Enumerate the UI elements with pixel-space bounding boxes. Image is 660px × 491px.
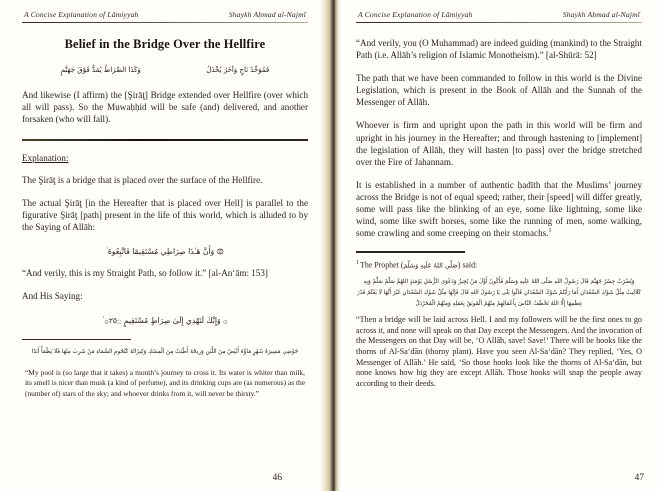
- salutation-arabic-glyph: صَلّى اللهُ عَلَيهِ وَسَلّمَ: [403, 261, 458, 270]
- right-page-content: [356, 10, 642, 485]
- explanation-paragraph-2: The actual Şirāţ [in the Hereafter that is placed over Hell] is parallel to the figurative Şirāţ [path] present in the life of this world, which is alluded to by the Saying of Allāh:: [22, 197, 308, 232]
- footnote-divider-rule-left: [22, 339, 131, 340]
- right-paragraph-2: Whoever is firm and upright upon the path in this world will be firm and upright in his journey in the Hereafter; and through hastening to [implement] the legislation of Allāh, they will hasten [to pass] over the bridge stretched over the Fire of Jahannam.: [356, 120, 642, 167]
- right-paragraph-3: [356, 179, 642, 239]
- running-head-rule: [22, 22, 308, 23]
- arabic-poetry-couplet: [28, 65, 302, 76]
- right-paragraph-3-text: It is established in a number of authentic ḥadīth that the Muslims’ journey across the Bridge is not of equal speed; rather, their [speed] will differ greatly, some will pass like the blinking of an eye, some like lightning, some like wind, some like swift horses, some like the running of men, some walking, some crawling and some creeping on their stomachs.: [356, 179, 642, 239]
- running-head-title: A Concise Explanation of Lāmiyyah: [358, 10, 473, 19]
- right-page: [330, 0, 660, 491]
- section-divider-rule: [22, 139, 308, 140]
- verse-translation-paragraph: And likewise (I affirm) the [Şirāţ] Bridge extended over Hellfire (over which all will pass). So the Muwaḥḥid will be safe (and) delivered, and another forsaken (who will fall).: [22, 89, 308, 125]
- running-head-author: Shaykh Aḥmad al-Najmī: [228, 10, 306, 19]
- left-page-content: [22, 10, 308, 485]
- quran-verse-2-arabic: ۞ وَإِنَّكَ لَتَهْدِي إِلَىٰ صِرَاطٍ مُسْتَقِيمٍ ۝٥٢۞ ۟: [102, 315, 228, 325]
- arabic-hemistich-second: فَمُوَحِّدٌ نَاجٍ وَآخَرُ يُخْذَلُ: [206, 66, 270, 74]
- footnote-arabic-hadith-left: حَوْضِي مَسِيرَةُ شَهْرٍ مَاؤُهُ أَبْيَضُ مِنَ اللَّبَنِ وَرِيحُهُ أَطْيَبُ مِنَ الْمِسْكِ وَكِيزَانُهُ كَنُجُومِ السَّمَاءِ مَنْ شَرِبَ مِنْهَا فَلَا يَظْمَأُ أَبَدًا: [31, 348, 299, 355]
- quran-verse-1-translation: “And verily, this is my Straight Path, so follow it.” [al-An‘ām: 153]: [22, 267, 268, 278]
- footnote-reference-marker: 1: [548, 228, 552, 235]
- explanation-paragraph-1: The Şirāţ is a bridge that is placed over the surface of the Hellfire.: [22, 174, 263, 185]
- footnote-lead-text: The Prophet (: [360, 260, 404, 270]
- footnote-arabic-hadith-right: وَيُضْرَبُ جِسْرٌ جَهَنَّمَ قَالَ رَسُولُ اللهِ صَلّى اللهُ عَلَيهِ وَسَلّمَ فَأَكُونُ أَوَّلَ مَنْ يُجِيزُ وَدَعْوَى الرُّسُلِ يَوْمَئِذٍ اللهُمَّ سَلِّمْ سَلِّمْ وَبِهِ كَلَالِيبُ مِثْلُ شَوْكِ السَّعْدَانِ أَمَا رَأَيْتُمْ شَوْكَ السَّعْدَانِ قَالُوا بَلَى يَا رَسُولَ اللهِ قَالَ فَإِنَّهَا مِثْلُ شَوْكِ السَّعْدَانِ غَيْرَ أَنَّهَا لَا يَعْلَمُ قَدْرَ عِظَمِهَا إِلَّا اللهُ تَخْطَفُ النَّاسَ بِأَعْمَالِهِمْ مِنْهُمْ الْمُوبَقُ بِعَمَلِهِ وَمِنْهُمْ الْمُخَرْدَلُ: [357, 279, 641, 308]
- quran-translation-paragraph: “And verily, you (O Muhammad) are indeed guiding (mankind) to the Straight Path (i.e. Allāh’s religion of Islamic Monotheism).” [al-Shūrā: 52]: [356, 38, 642, 61]
- running-head-left: [22, 10, 308, 21]
- footnote-divider-rule-right: [356, 251, 465, 252]
- running-head-right: [356, 10, 642, 21]
- quran-verse-1-arabic: ۞ وَأَنَّ هَـٰذَا صِرَاطِي مُسْتَقِيمًا فَاتَّبِعُوهُ ۟: [105, 246, 225, 256]
- arabic-hemistich-first: وَكَذَا الصِّرَاطُ يُمَدُّ فَوْقَ جَهَنَّمٍ: [60, 66, 141, 74]
- running-head-author: Shaykh Aḥmad al-Najmī: [562, 10, 640, 19]
- footnote-translation-right: “Then a bridge will be laid across Hell. I and my followers will be the first ones to go across it, and none will speak on that Day except the Messengers. And the invocation of the Messengers on that Day will be, ‘O Allāh, save! Save!’ There will be hooks like the thorns of Al-Sa‘dān (thorny plant). Have you seen Al-Sa‘dān? They replied, ‘Yes, O Messenger of Allāh.’ He said, ‘So those hooks look like the thorns of Al-Sa‘dān, but none knows how big they are except Allāh. Those hooks will snap the people away according to their deeds.: [356, 315, 642, 389]
- footnote-translation-left: “My pool is (so large that it takes) a month’s journey to cross it. Its water is whiter than milk, its smell is nicer than musk (a kind of perfume), and its drinking cups are (as numerous) as the (number of) stars of the sky; and whoever drinks from it, will never be thirsty.”: [25, 368, 305, 398]
- footnote-lead-tail: ) said:: [457, 260, 478, 270]
- page-number-left: 46: [272, 473, 282, 483]
- footnote-lead-line: [356, 260, 642, 271]
- page-number-right: 47: [634, 473, 644, 483]
- right-paragraph-1: The path that we have been commanded to follow in this world is the Divine Legislation, which is present in the Book of Allāh and the Sunnah of the Messenger of Allāh.: [356, 73, 642, 108]
- page-title: Belief in the Bridge Over the Hellfire: [64, 37, 266, 51]
- footnote-number: 1: [356, 259, 359, 266]
- running-head-title: A Concise Explanation of Lāmiyyah: [24, 10, 139, 19]
- explanation-label: Explanation:: [22, 152, 69, 163]
- running-head-rule: [356, 22, 642, 23]
- and-his-saying-paragraph: And His Saying:: [22, 290, 83, 301]
